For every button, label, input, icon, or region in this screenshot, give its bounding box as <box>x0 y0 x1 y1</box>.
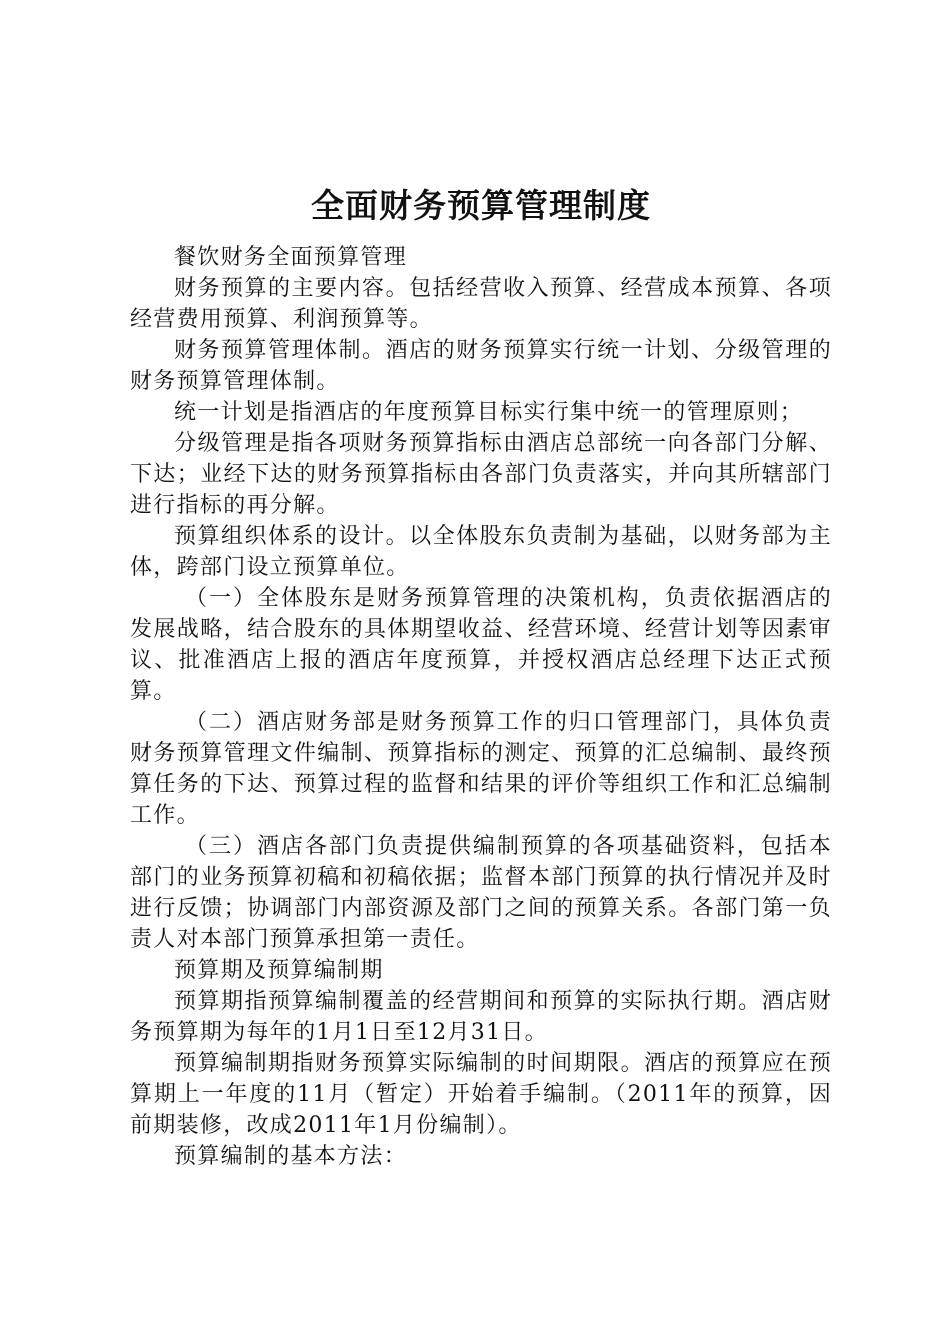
paragraph-item-3: （三）酒店各部门负责提供编制预算的各项基础资料，包括本部门的业务预算初稿和初稿依据；监督本部门预算的执行情况并及时进行反馈；协调部门内部资源及部门之间的预算关系。各部门第一负责人对本部门预算承担第一责任。 <box>130 834 832 952</box>
document-title: 全面财务预算管理制度 <box>311 186 651 225</box>
paragraph-organization-design: 预算组织体系的设计。以全体股东负责制为基础，以财务部为主体，跨部门设立预算单位。 <box>130 524 832 580</box>
paragraph-compilation-period: 预算编制期指财务预算实际编制的时间期限。酒店的预算应在预算期上一年度的11月（暂定）开始着手编制。（2011年的预算，因前期装修，改成2011年1月份编制）。 <box>130 1051 832 1138</box>
paragraph-budget-period-heading: 预算期及预算编制期 <box>174 958 384 983</box>
document-page <box>130 180 832 1172</box>
paragraph-item-1: （一）全体股东是财务预算管理的决策机构，负责依据酒店的发展战略，结合股东的具体期望收益、经营环境、经营计划等因素审议、批准酒店上报的酒店年度预算，并授权酒店总经理下达正式预算。 <box>130 586 832 704</box>
paragraph-budget-contents: 财务预算的主要内容。包括经营收入预算、经营成本预算、各项经营费用预算、利润预算等。 <box>130 276 832 332</box>
paragraph-subheading: 餐饮财务全面预算管理 <box>174 245 408 270</box>
paragraph-budget-period: 预算期指预算编制覆盖的经营期间和预算的实际执行期。酒店财务预算期为每年的1月1日至12月31日。 <box>130 989 832 1045</box>
paragraph-unified-plan: 统一计划是指酒店的年度预算目标实行集中统一的管理原则； <box>174 400 804 425</box>
paragraph-budget-system: 财务预算管理体制。酒店的财务预算实行统一计划、分级管理的财务预算管理体制。 <box>130 338 832 394</box>
paragraph-item-2: （二）酒店财务部是财务预算工作的归口管理部门，具体负责财务预算管理文件编制、预算指标的测定、预算的汇总编制、最终预算任务的下达、预算过程的监督和结果的评价等组织工作和汇总编制工作。 <box>130 710 832 828</box>
paragraph-basic-methods: 预算编制的基本方法： <box>174 1144 408 1169</box>
paragraph-tiered-management: 分级管理是指各项财务预算指标由酒店总部统一向各部门分解、下达；业经下达的财务预算指标由各部门负责落实，并向其所辖部门进行指标的再分解。 <box>130 431 832 518</box>
